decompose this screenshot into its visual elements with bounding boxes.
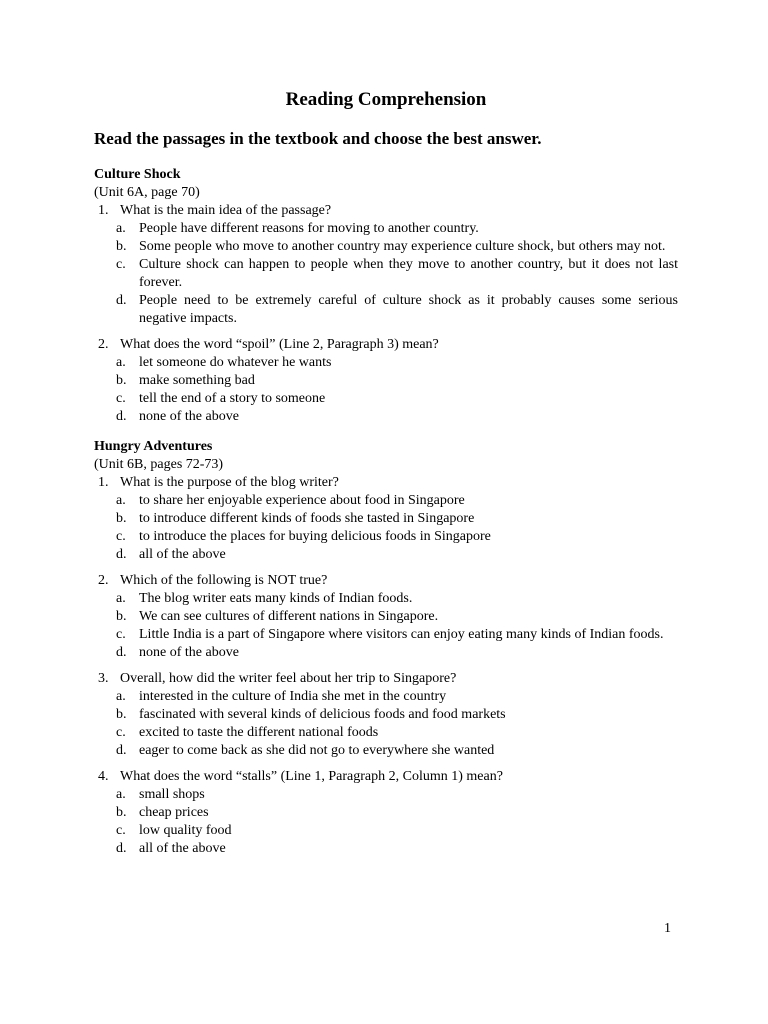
option-text: all of the above — [139, 547, 226, 562]
page-title: Reading Comprehension — [285, 89, 487, 110]
option-letter: d. — [116, 409, 127, 424]
answer-option[interactable] — [94, 292, 678, 328]
section-title: Hungry Adventures — [94, 439, 213, 454]
option-letter: c. — [116, 823, 126, 838]
section-reference: (Unit 6B, pages 72-73) — [94, 457, 224, 472]
question — [94, 202, 678, 328]
option-text: Little India is a part of Singapore where visitors can enjoy eating many kinds of Indian foods. — [139, 627, 664, 642]
section-hungry-adventures — [94, 438, 678, 858]
option-text: let someone do whatever he wants — [139, 355, 332, 370]
option-text: We can see cultures of different nations in Singapore. — [139, 609, 439, 624]
answer-option[interactable] — [94, 510, 678, 528]
option-letter: b. — [116, 239, 127, 254]
question-stem — [94, 572, 678, 590]
option-letter: a. — [116, 689, 126, 704]
question-number: 4. — [98, 769, 109, 784]
option-letter: c. — [116, 627, 126, 642]
option-text: make something bad — [139, 373, 255, 388]
question-text: What is the main idea of the passage? — [120, 203, 332, 218]
question-text: What does the word “spoil” (Line 2, Paragraph 3) mean? — [120, 337, 439, 352]
section-title: Culture Shock — [94, 167, 181, 182]
option-letter: d. — [116, 293, 127, 308]
option-letter: c. — [116, 529, 126, 544]
answer-option[interactable] — [94, 608, 678, 626]
answer-options — [94, 688, 678, 760]
question-number: 1. — [98, 475, 109, 490]
question — [94, 572, 678, 662]
answer-option[interactable] — [94, 220, 678, 238]
option-letter: a. — [116, 591, 126, 606]
answer-option[interactable] — [94, 590, 678, 608]
option-letter: b. — [116, 609, 127, 624]
option-letter: d. — [116, 547, 127, 562]
answer-options — [94, 492, 678, 564]
option-text: eager to come back as she did not go to everywhere she wanted — [139, 743, 495, 758]
question-stem — [94, 474, 678, 492]
option-letter: b. — [116, 511, 127, 526]
question-stem — [94, 670, 678, 688]
answer-option[interactable] — [94, 786, 678, 804]
question — [94, 768, 678, 858]
answer-options — [94, 786, 678, 858]
option-letter: a. — [116, 493, 126, 508]
option-text: Some people who move to another country may experience culture shock, but others may not. — [139, 239, 666, 254]
question-text: Which of the following is NOT true? — [120, 573, 328, 588]
answer-option[interactable] — [94, 840, 678, 858]
section-reference: (Unit 6A, page 70) — [94, 185, 200, 200]
answer-option[interactable] — [94, 804, 678, 822]
option-letter: a. — [116, 221, 126, 236]
option-text: interested in the culture of India she met in the country — [139, 689, 447, 704]
question-text: Overall, how did the writer feel about her trip to Singapore? — [120, 671, 457, 686]
option-text: Culture shock can happen to people when they move to another country, but it does not last forever. — [139, 257, 678, 290]
option-text: to introduce different kinds of foods she tasted in Singapore — [139, 511, 475, 526]
option-text: tell the end of a story to someone — [139, 391, 326, 406]
option-text: none of the above — [139, 409, 239, 424]
question-number: 3. — [98, 671, 109, 686]
answer-option[interactable] — [94, 706, 678, 724]
answer-option[interactable] — [94, 626, 678, 644]
option-text: fascinated with several kinds of delicious foods and food markets — [139, 707, 506, 722]
option-text: all of the above — [139, 841, 226, 856]
answer-option[interactable] — [94, 354, 678, 372]
question-stem — [94, 336, 678, 354]
answer-option[interactable] — [94, 492, 678, 510]
question-stem — [94, 768, 678, 786]
question-number: 2. — [98, 337, 109, 352]
question — [94, 670, 678, 760]
answer-option[interactable] — [94, 644, 678, 662]
option-letter: c. — [116, 725, 126, 740]
answer-options — [94, 220, 678, 328]
option-letter: a. — [116, 355, 126, 370]
option-letter: d. — [116, 841, 127, 856]
option-letter: b. — [116, 805, 127, 820]
answer-option[interactable] — [94, 256, 678, 292]
option-text: People have different reasons for moving to another country. — [139, 221, 479, 236]
question-number: 2. — [98, 573, 109, 588]
answer-option[interactable] — [94, 408, 678, 426]
option-text: excited to taste the different national foods — [139, 725, 379, 740]
option-text: small shops — [139, 787, 205, 802]
option-letter: d. — [116, 645, 127, 660]
option-text: low quality food — [139, 823, 232, 838]
option-letter: d. — [116, 743, 127, 758]
answer-option[interactable] — [94, 724, 678, 742]
question-number: 1. — [98, 203, 109, 218]
option-letter: c. — [116, 391, 126, 406]
worksheet-page — [94, 88, 678, 870]
question — [94, 336, 678, 426]
section-culture-shock — [94, 166, 678, 426]
answer-option[interactable] — [94, 372, 678, 390]
answer-option[interactable] — [94, 688, 678, 706]
answer-option[interactable] — [94, 822, 678, 840]
option-letter: c. — [116, 257, 126, 272]
answer-options — [94, 354, 678, 426]
answer-option[interactable] — [94, 238, 678, 256]
instructions: Read the passages in the textbook and choose the best answer. — [94, 129, 542, 148]
option-text: cheap prices — [139, 805, 209, 820]
answer-option[interactable] — [94, 390, 678, 408]
option-letter: b. — [116, 707, 127, 722]
question — [94, 474, 678, 564]
page-number: 1 — [664, 921, 671, 936]
option-text: People need to be extremely careful of culture shock as it probably causes some serious negative impacts. — [139, 293, 678, 326]
question-stem — [94, 202, 678, 220]
option-text: to share her enjoyable experience about food in Singapore — [139, 493, 465, 508]
option-text: none of the above — [139, 645, 239, 660]
answer-option[interactable] — [94, 742, 678, 760]
option-letter: b. — [116, 373, 127, 388]
option-letter: a. — [116, 787, 126, 802]
answer-option[interactable] — [94, 528, 678, 546]
answer-options — [94, 590, 678, 662]
option-text: to introduce the places for buying delicious foods in Singapore — [139, 529, 491, 544]
question-text: What is the purpose of the blog writer? — [120, 475, 339, 490]
option-text: The blog writer eats many kinds of Indian foods. — [139, 591, 413, 606]
answer-option[interactable] — [94, 546, 678, 564]
question-text: What does the word “stalls” (Line 1, Paragraph 2, Column 1) mean? — [120, 769, 503, 784]
